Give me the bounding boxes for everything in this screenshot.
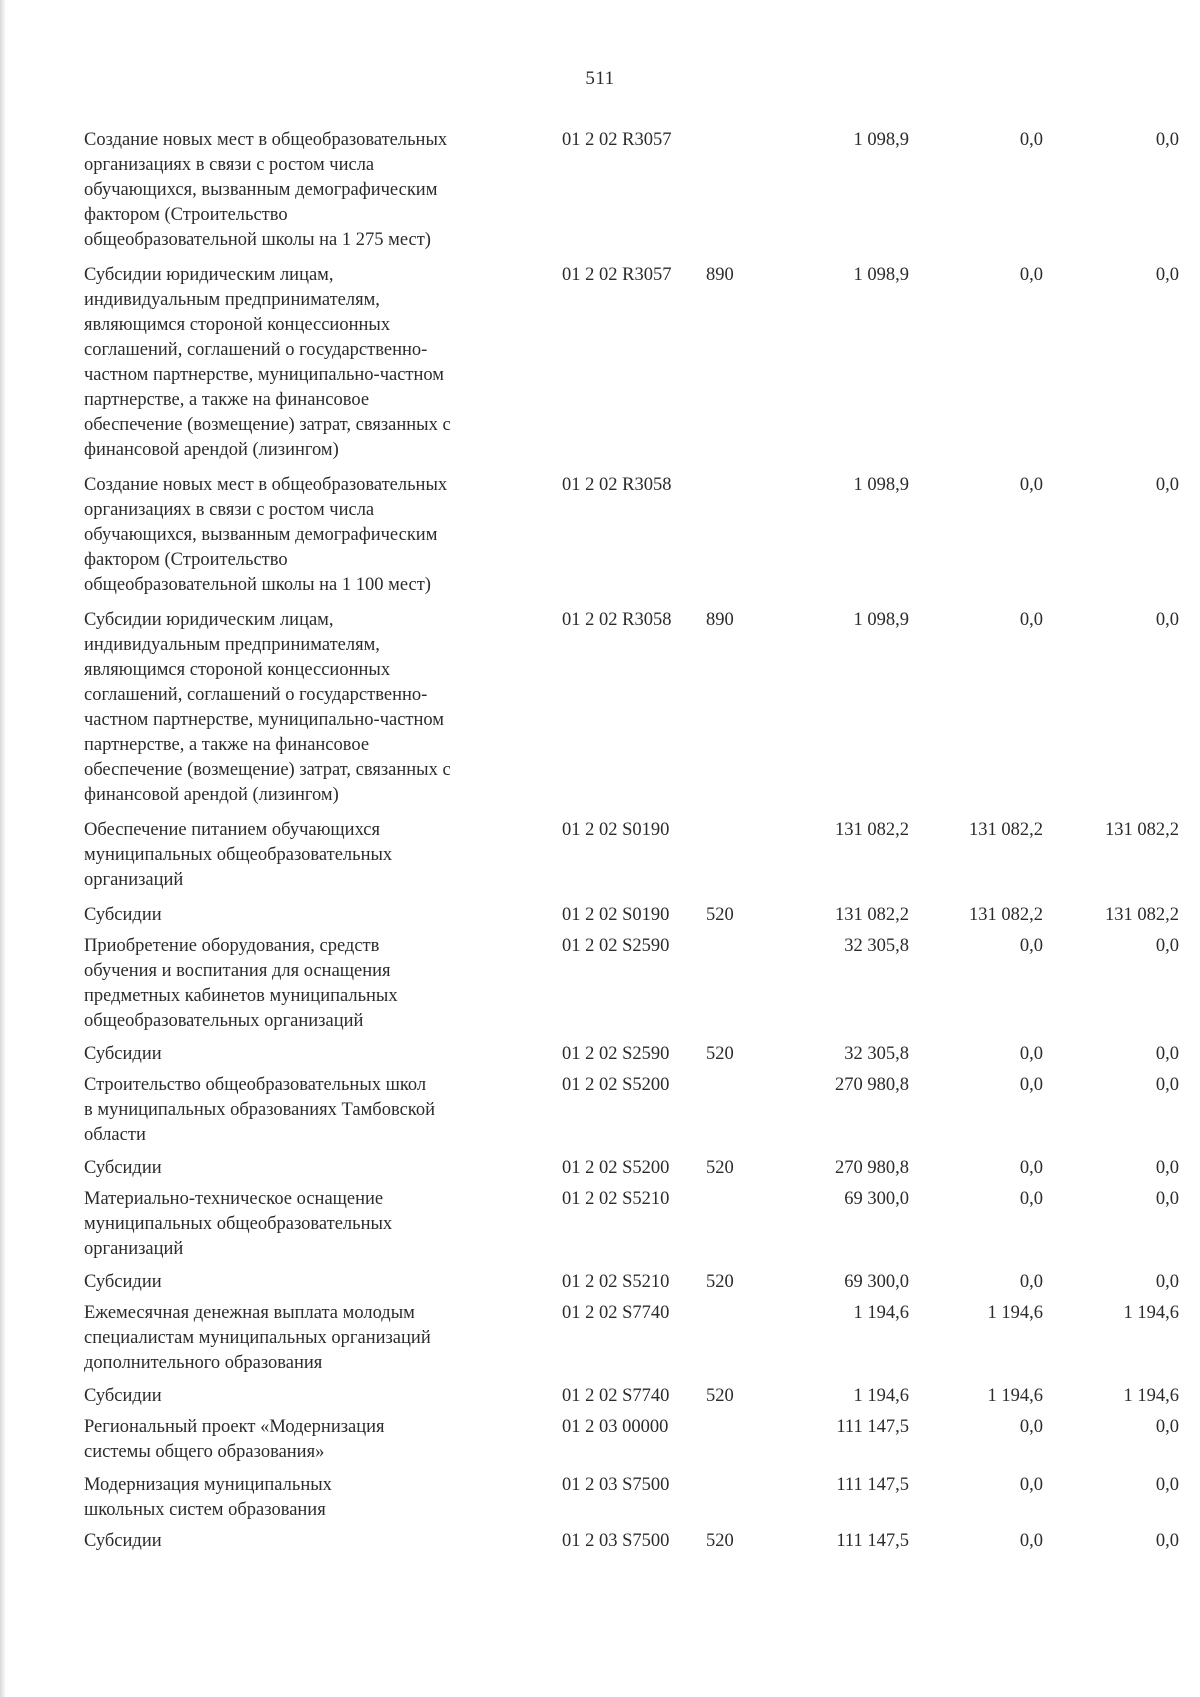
row-value-year-2: 1 194,6 bbox=[987, 1386, 1043, 1406]
row-name: Субсидии юридическим лицам, индивидуальным предпринимателям, являющимся стороной концессионных соглашений, соглашений о государственно- частном партнерстве, муниципально-частном партнерстве, а также на финансовое обеспечение (возмещение) затрат, связанных с финансовой арендой (лизингом) bbox=[84, 610, 451, 805]
row-value-year-3: 0,0 bbox=[1155, 1158, 1179, 1178]
row-value-year-3: 0,0 bbox=[1155, 610, 1179, 630]
table-row bbox=[84, 128, 1179, 263]
row-value-year-2: 0,0 bbox=[1019, 1075, 1043, 1095]
row-expense-type: 890 bbox=[706, 265, 734, 285]
table-row bbox=[84, 473, 1179, 608]
row-value-year-1: 131 082,2 bbox=[835, 820, 909, 840]
table-row bbox=[84, 1073, 1179, 1156]
row-name: Обеспечение питанием обучающихся муниципальных общеобразовательных организаций bbox=[84, 820, 393, 890]
table-row bbox=[84, 1473, 1179, 1529]
row-expense-type: 520 bbox=[706, 1386, 734, 1406]
table-row bbox=[84, 1187, 1179, 1270]
row-name: Субсидии юридическим лицам, индивидуальным предпринимателям, являющимся стороной концессионных соглашений, соглашений о государственно- частном партнерстве, муниципально-частном партнерстве, а также на финансовое обеспечение (возмещение) затрат, связанных с финансовой арендой (лизингом) bbox=[84, 265, 451, 460]
row-value-year-1: 111 147,5 bbox=[836, 1475, 909, 1495]
row-value-year-3: 0,0 bbox=[1155, 1189, 1179, 1209]
row-expense-type: 520 bbox=[706, 1272, 734, 1292]
row-value-year-2: 0,0 bbox=[1019, 936, 1043, 956]
table-row bbox=[84, 1384, 1179, 1415]
row-value-year-2: 0,0 bbox=[1019, 1189, 1043, 1209]
row-value-year-1: 69 300,0 bbox=[844, 1189, 909, 1209]
table-row bbox=[84, 1270, 1179, 1301]
row-value-year-3: 0,0 bbox=[1155, 1417, 1179, 1437]
row-value-year-2: 0,0 bbox=[1019, 475, 1043, 495]
table-row bbox=[84, 1042, 1179, 1073]
row-code: 01 2 03 00000 bbox=[562, 1417, 669, 1437]
row-value-year-2: 131 082,2 bbox=[969, 905, 1043, 925]
row-value-year-1: 1 098,9 bbox=[853, 610, 909, 630]
row-code: 01 2 02 S0190 bbox=[562, 820, 670, 840]
row-value-year-2: 0,0 bbox=[1019, 1158, 1043, 1178]
page-number: 511 bbox=[585, 68, 615, 89]
row-name: Региональный проект «Модернизация системы общего образования» bbox=[84, 1417, 385, 1462]
row-code: 01 2 03 S7500 bbox=[562, 1475, 670, 1495]
row-value-year-1: 32 305,8 bbox=[844, 1044, 909, 1064]
table-row bbox=[84, 903, 1179, 934]
row-code: 01 2 02 S5210 bbox=[562, 1272, 670, 1292]
row-value-year-2: 131 082,2 bbox=[969, 820, 1043, 840]
row-name: Создание новых мест в общеобразовательных организациях в связи с ростом числа обучающихся, вызванным демографическим фактором (Строительство общеобразовательной школы на 1 100 мест) bbox=[84, 475, 448, 595]
row-code: 01 2 02 S0190 bbox=[562, 905, 670, 925]
row-name: Модернизация муниципальных школьных систем образования bbox=[84, 1475, 332, 1520]
row-value-year-2: 0,0 bbox=[1019, 265, 1043, 285]
row-code: 01 2 02 S5200 bbox=[562, 1158, 670, 1178]
row-name: Создание новых мест в общеобразовательных организациях в связи с ростом числа обучающихся, вызванным демографическим фактором (Строительство общеобразовательной школы на 1 275 мест) bbox=[84, 130, 448, 250]
row-name: Субсидии bbox=[84, 905, 162, 925]
table-row bbox=[84, 1529, 1179, 1554]
row-code: 01 2 02 S7740 bbox=[562, 1303, 670, 1323]
row-name: Субсидии bbox=[84, 1158, 162, 1178]
row-expense-type: 520 bbox=[706, 1044, 734, 1064]
row-value-year-3: 0,0 bbox=[1155, 1531, 1179, 1551]
row-expense-type: 890 bbox=[706, 610, 734, 630]
row-value-year-3: 0,0 bbox=[1155, 1272, 1179, 1292]
row-name: Материально-техническое оснащение муниципальных общеобразовательных организаций bbox=[84, 1189, 393, 1259]
budget-table bbox=[84, 128, 1179, 1554]
table-row bbox=[84, 934, 1179, 1042]
row-value-year-1: 111 147,5 bbox=[836, 1531, 909, 1551]
row-code: 01 2 02 S2590 bbox=[562, 1044, 670, 1064]
row-value-year-2: 0,0 bbox=[1019, 130, 1043, 150]
row-value-year-3: 1 194,6 bbox=[1123, 1386, 1179, 1406]
row-value-year-3: 0,0 bbox=[1155, 475, 1179, 495]
row-value-year-1: 1 098,9 bbox=[853, 130, 909, 150]
row-value-year-2: 0,0 bbox=[1019, 610, 1043, 630]
row-code: 01 2 02 R3057 bbox=[562, 130, 672, 150]
row-code: 01 2 02 R3058 bbox=[562, 610, 672, 630]
row-value-year-2: 1 194,6 bbox=[987, 1303, 1043, 1323]
row-value-year-2: 0,0 bbox=[1019, 1417, 1043, 1437]
row-expense-type: 520 bbox=[706, 1158, 734, 1178]
row-value-year-2: 0,0 bbox=[1019, 1044, 1043, 1064]
row-value-year-3: 0,0 bbox=[1155, 265, 1179, 285]
row-expense-type: 520 bbox=[706, 905, 734, 925]
row-value-year-1: 32 305,8 bbox=[844, 936, 909, 956]
row-value-year-1: 270 980,8 bbox=[835, 1075, 909, 1095]
row-value-year-2: 0,0 bbox=[1019, 1272, 1043, 1292]
row-expense-type: 520 bbox=[706, 1531, 734, 1551]
row-value-year-3: 0,0 bbox=[1155, 1475, 1179, 1495]
row-value-year-1: 131 082,2 bbox=[835, 905, 909, 925]
row-value-year-1: 1 098,9 bbox=[853, 265, 909, 285]
row-value-year-3: 131 082,2 bbox=[1105, 820, 1179, 840]
row-value-year-3: 0,0 bbox=[1155, 130, 1179, 150]
table-row bbox=[84, 818, 1179, 903]
scan-edge-artifact bbox=[0, 0, 6, 1697]
row-value-year-3: 0,0 bbox=[1155, 1075, 1179, 1095]
row-value-year-1: 69 300,0 bbox=[844, 1272, 909, 1292]
row-code: 01 2 02 S5210 bbox=[562, 1189, 670, 1209]
row-code: 01 2 02 R3057 bbox=[562, 265, 672, 285]
row-value-year-3: 1 194,6 bbox=[1123, 1303, 1179, 1323]
table-row bbox=[84, 1415, 1179, 1473]
row-name: Ежемесячная денежная выплата молодым специалистам муниципальных организаций дополнительного образования bbox=[84, 1303, 431, 1373]
row-code: 01 2 03 S7500 bbox=[562, 1531, 670, 1551]
row-name: Субсидии bbox=[84, 1272, 162, 1292]
table-row bbox=[84, 1156, 1179, 1187]
table-row bbox=[84, 608, 1179, 818]
row-name: Субсидии bbox=[84, 1044, 162, 1064]
row-value-year-2: 0,0 bbox=[1019, 1531, 1043, 1551]
row-name: Субсидии bbox=[84, 1386, 162, 1406]
table-row bbox=[84, 1301, 1179, 1384]
row-value-year-1: 1 194,6 bbox=[853, 1303, 909, 1323]
row-code: 01 2 02 S2590 bbox=[562, 936, 670, 956]
row-name: Субсидии bbox=[84, 1531, 162, 1551]
row-value-year-3: 0,0 bbox=[1155, 936, 1179, 956]
row-code: 01 2 02 S7740 bbox=[562, 1386, 670, 1406]
row-value-year-1: 111 147,5 bbox=[836, 1417, 909, 1437]
row-code: 01 2 02 S5200 bbox=[562, 1075, 670, 1095]
row-value-year-1: 270 980,8 bbox=[835, 1158, 909, 1178]
row-name: Приобретение оборудования, средств обучения и воспитания для оснащения предметных кабинетов муниципальных общеобразовательных организаций bbox=[84, 936, 398, 1031]
row-value-year-1: 1 098,9 bbox=[853, 475, 909, 495]
table-row bbox=[84, 263, 1179, 473]
row-name: Строительство общеобразовательных школ в муниципальных образованиях Тамбовской области bbox=[84, 1075, 435, 1145]
row-value-year-3: 0,0 bbox=[1155, 1044, 1179, 1064]
row-value-year-3: 131 082,2 bbox=[1105, 905, 1179, 925]
row-value-year-2: 0,0 bbox=[1019, 1475, 1043, 1495]
row-code: 01 2 02 R3058 bbox=[562, 475, 672, 495]
row-value-year-1: 1 194,6 bbox=[853, 1386, 909, 1406]
